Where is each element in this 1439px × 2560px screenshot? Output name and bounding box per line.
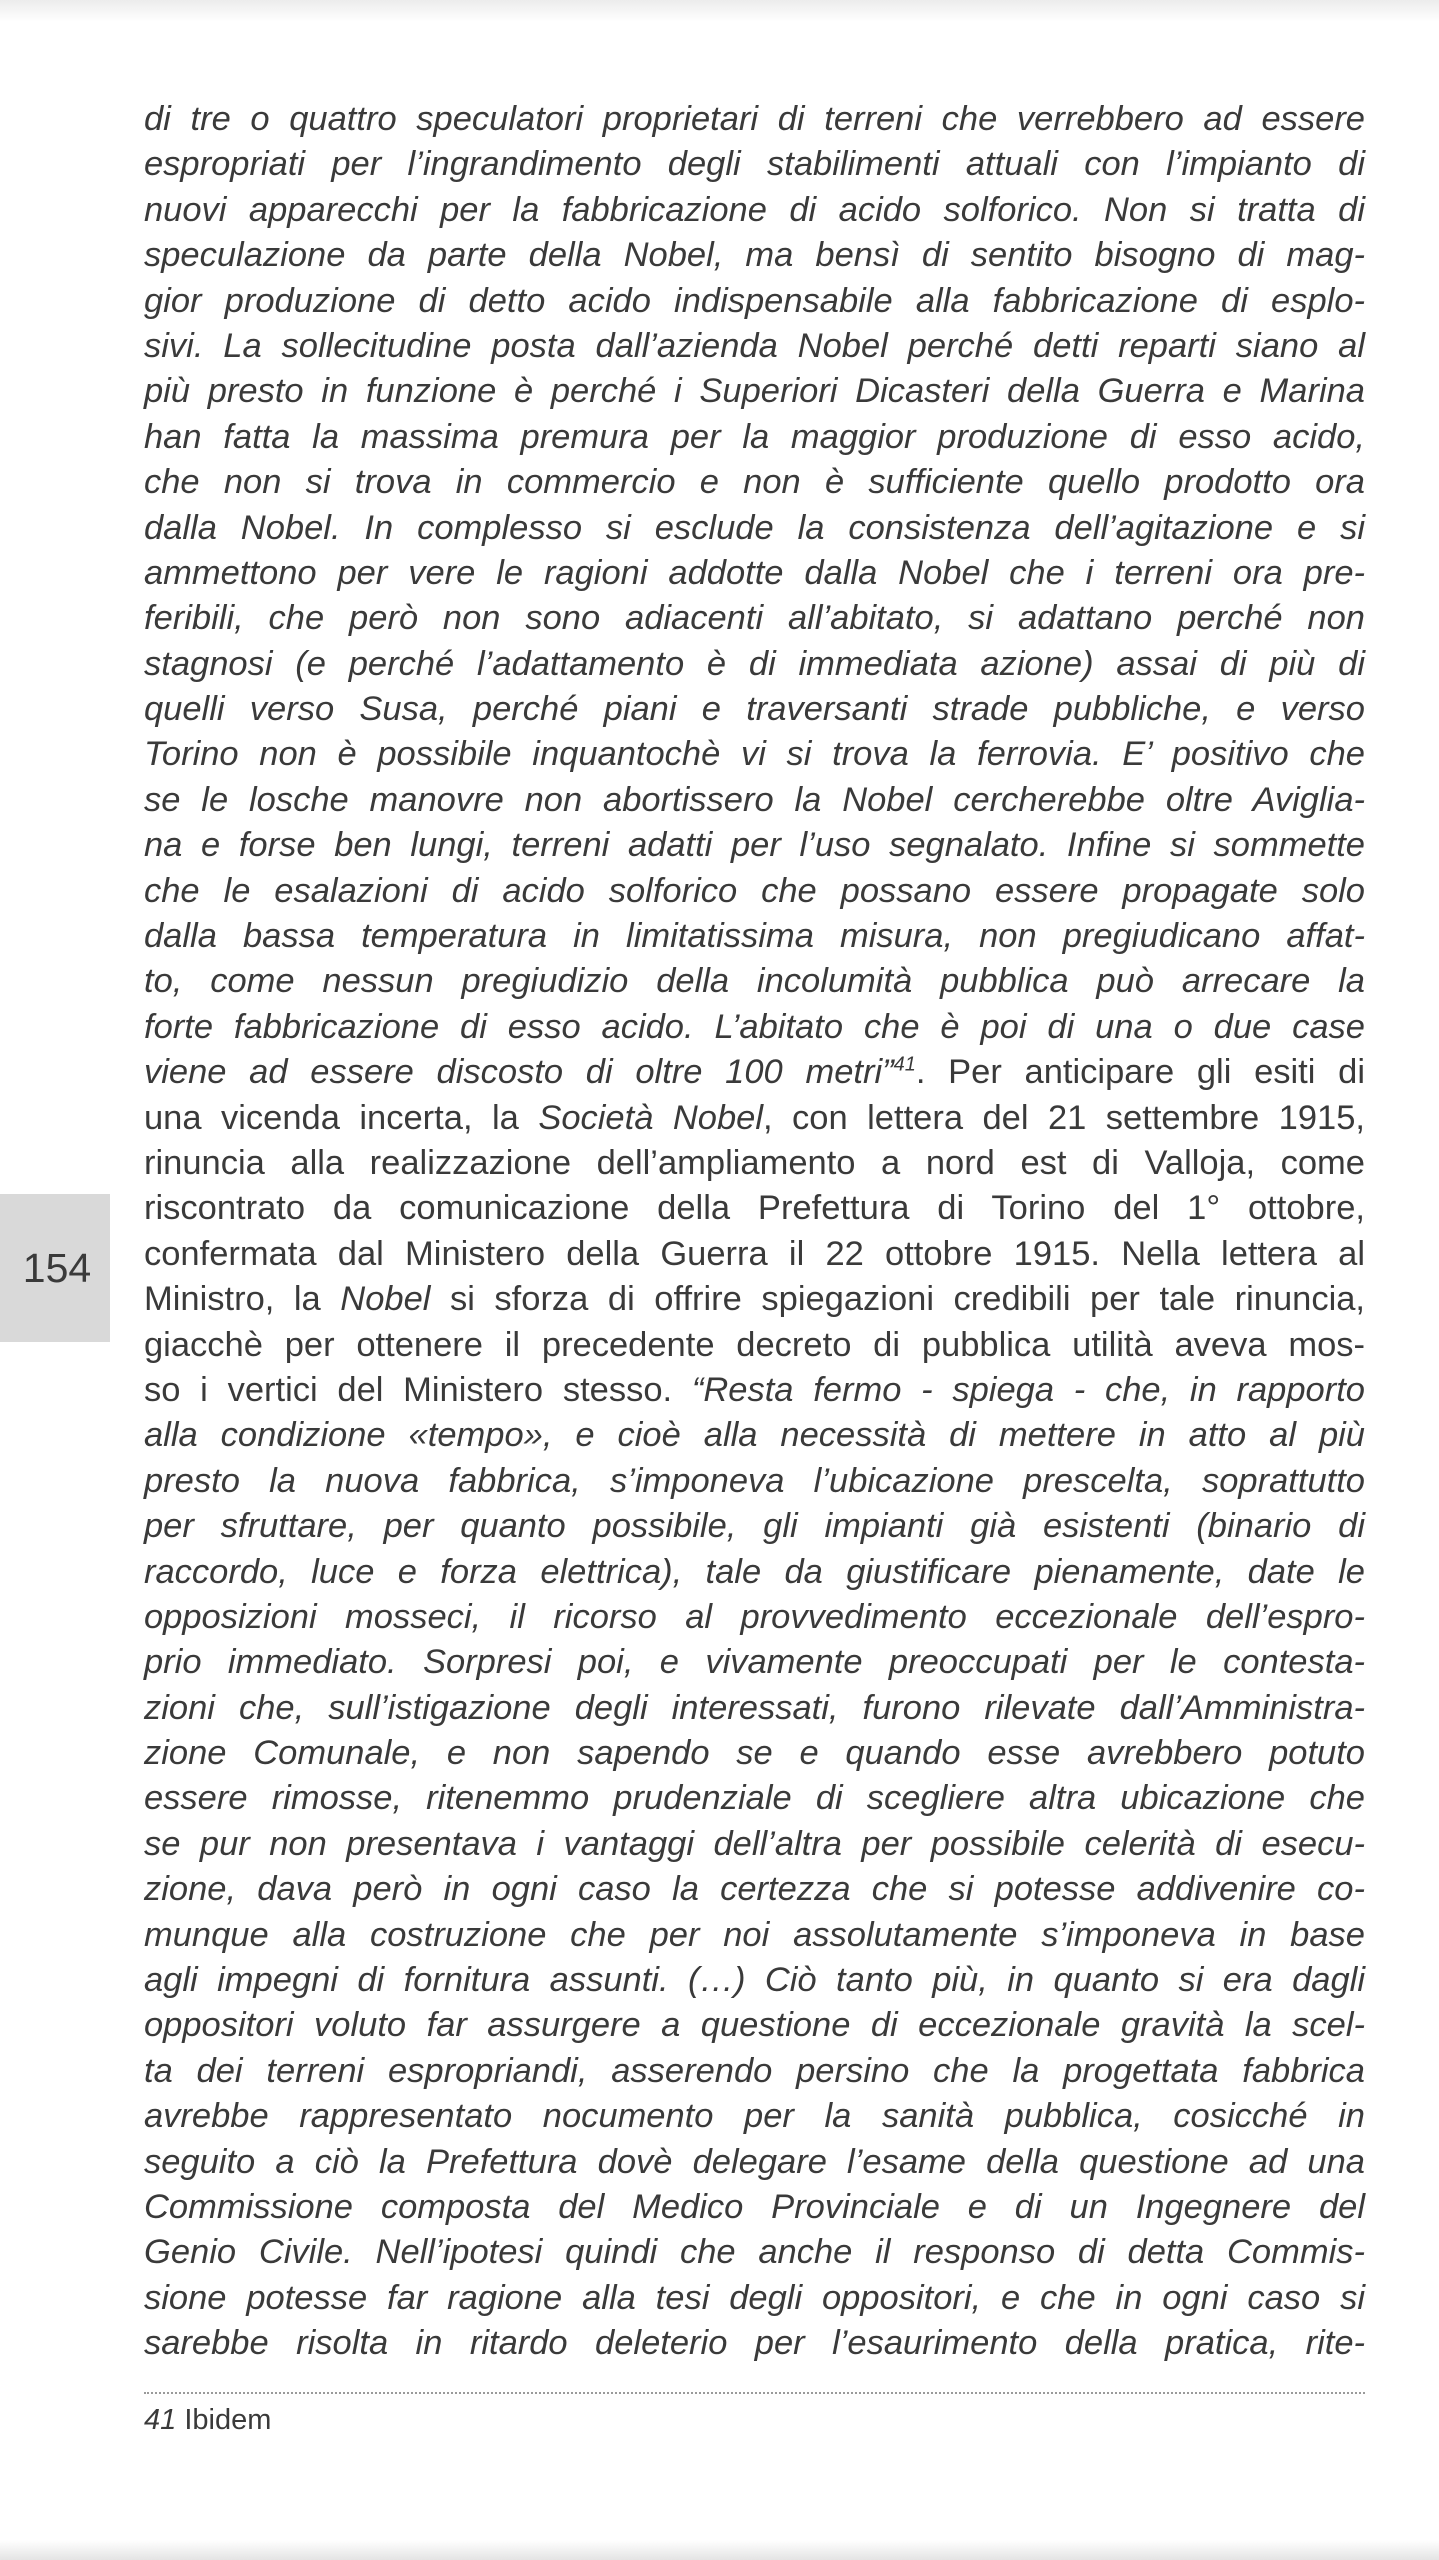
page-bottom-shadow xyxy=(0,2540,1439,2560)
text-line: sivi. La sollecitudine posta dall’azienda Nobel perché detti reparti siano al xyxy=(144,326,1365,365)
text-line: agli impegni di fornitura assunti. (…) Ciò tanto più, in quanto si era dagli xyxy=(144,1961,1365,2000)
text-line: presto la nuova fabbrica, s’imponeva l’ubicazione prescelta, soprattutto xyxy=(144,1461,1365,1500)
text-line: sarebbe risolta in ritardo deleterio per l’esaurimento della pratica, rite- xyxy=(144,2324,1365,2363)
text-line xyxy=(144,1096,1365,1141)
text-line: seguito a ciò la Prefettura dovè delegare l’esame della questione ad una xyxy=(144,2142,1365,2181)
text-line: dalla Nobel. In complesso si esclude la consistenza dell’agitazione e si xyxy=(144,508,1365,547)
page-top-shadow xyxy=(0,0,1439,22)
footnote-ref: 41 xyxy=(893,1053,916,1076)
text-span: . Per anticipare gli esiti di xyxy=(915,1053,1365,1092)
text-line: gior produzione di detto acido indispensabile alla fabbricazione di esplo- xyxy=(144,281,1365,320)
footnote-number: 41 xyxy=(144,2404,177,2436)
text-line: oppositori voluto far assurgere a questione di eccezionale gravità la scel- xyxy=(144,2006,1365,2045)
text-line: zione Comunale, e non sapendo se e quando esse avrebbero potuto xyxy=(144,1734,1365,1773)
text-line xyxy=(144,1050,1365,1095)
text-line: munque alla costruzione che per noi assolutamente s’imponeva in base xyxy=(144,1915,1365,1954)
body-text xyxy=(144,97,1365,2367)
text-line: han fatta la massima premura per la maggior produzione di esso acido, xyxy=(144,417,1365,456)
text-line: prio immediato. Sorpresi poi, e vivamente preoccupati per le contesta- xyxy=(144,1643,1365,1682)
text-line: rinuncia alla realizzazione dell’ampliamento a nord est di Valloja, come xyxy=(144,1143,1365,1182)
text-line: forte fabbricazione di esso acido. L’abitato che è poi di una o due case xyxy=(144,1007,1365,1046)
text-line: nuovi apparecchi per la fabbricazione di acido solforico. Non si tratta di xyxy=(144,190,1365,229)
footnote xyxy=(144,2400,271,2440)
text-line: se le losche manovre non abortissero la Nobel cercherebbe oltre Aviglia- xyxy=(144,780,1365,819)
text-line: per sfruttare, per quanto possibile, gli impianti già esistenti (binario di xyxy=(144,1507,1365,1546)
text-line: avrebbe rappresentato nocumento per la sanità pubblica, cosicché in xyxy=(144,2097,1365,2136)
text-line: zioni che, sull’istigazione degli interessati, furono rilevate dall’Amministra- xyxy=(144,1688,1365,1727)
text-line: Genio Civile. Nell’ipotesi quindi che anche il responso di detta Commis- xyxy=(144,2233,1365,2272)
text-line: quelli verso Susa, perché piani e traversanti strade pubbliche, e verso xyxy=(144,690,1365,729)
text-line: riscontrato da comunicazione della Prefettura di Torino del 1° ottobre, xyxy=(144,1189,1365,1228)
text-span: so i vertici del Ministero stesso. xyxy=(144,1370,692,1409)
text-span: , con lettera del 21 settembre 1915, xyxy=(763,1098,1365,1137)
text-line: sione potesse far ragione alla tesi degli oppositori, e che in ogni caso si xyxy=(144,2278,1365,2317)
page-number: 154 xyxy=(22,1244,92,1291)
text-line: giacchè per ottenere il precedente decreto di pubblica utilità aveva mos- xyxy=(144,1325,1365,1364)
text-span: Ministro, la xyxy=(144,1280,341,1319)
text-line xyxy=(144,1277,1365,1322)
text-line: essere rimosse, ritenemmo prudenziale di scegliere altra ubicazione che xyxy=(144,1779,1365,1818)
text-line: se pur non presentava i vantaggi dell’altra per possibile celerità di esecu- xyxy=(144,1824,1365,1863)
page-number-tab xyxy=(0,1194,110,1342)
text-line: alla condizione «tempo», e cioè alla necessità di mettere in atto al più xyxy=(144,1416,1365,1455)
text-line: confermata dal Ministero della Guerra il 22 ottobre 1915. Nella lettera al xyxy=(144,1234,1365,1273)
text-line: to, come nessun pregiudizio della incolumità pubblica può arrecare la xyxy=(144,962,1365,1001)
text-line: ammettono per vere le ragioni addotte dalla Nobel che i terreni ora pre- xyxy=(144,553,1365,592)
text-line: Torino non è possibile inquantochè vi si trova la ferrovia. E’ positivo che xyxy=(144,735,1365,774)
text-line: opposizioni mosseci, il ricorso al provvedimento eccezionale dell’espro- xyxy=(144,1597,1365,1636)
text-span: si sforza di offrire spiegazioni credibili per tale rinuncia, xyxy=(430,1280,1366,1319)
text-line: raccordo, luce e forza elettrica), tale da giustificare pienamente, date le xyxy=(144,1552,1365,1591)
text-span: una vicenda incerta, la xyxy=(144,1098,539,1137)
text-line: na e forse ben lungi, terreni adatti per l’uso segnalato. Infine si sommette xyxy=(144,826,1365,865)
text-line: che le esalazioni di acido solforico che possano essere propagate solo xyxy=(144,871,1365,910)
text-line: zione, dava però in ogni caso la certezza che si potesse addivenire co- xyxy=(144,1870,1365,1909)
text-line: speculazione da parte della Nobel, ma bensì di sentito bisogno di mag- xyxy=(144,236,1365,275)
text-line: che non si trova in commercio e non è sufficiente quello prodotto ora xyxy=(144,463,1365,502)
text-span: Nobel xyxy=(340,1280,431,1319)
text-line: dalla bassa temperatura in limitatissima misura, non pregiudicano affat- xyxy=(144,917,1365,956)
text-line: stagnosi (e perché l’adattamento è di immediata azione) assai di più di xyxy=(144,644,1365,683)
text-span: “Resta fermo - spiega - che, in rapporto xyxy=(691,1370,1365,1409)
text-span: viene ad essere discosto di oltre 100 metri” xyxy=(144,1053,894,1092)
text-line: più presto in funzione è perché i Superiori Dicasteri della Guerra e Marina xyxy=(144,372,1365,411)
footnote-divider xyxy=(144,2392,1365,2394)
text-span: Società Nobel xyxy=(538,1098,763,1137)
text-line: ta dei terreni espropriandi, asserendo persino che la progettata fabbrica xyxy=(144,2051,1365,2090)
text-line: espropriati per l’ingrandimento degli stabilimenti attuali con l’impianto di xyxy=(144,145,1365,184)
text-line: Commissione composta del Medico Provinciale e di un Ingegnere del xyxy=(144,2187,1365,2226)
text-line: feribili, che però non sono adiacenti all’abitato, si adattano perché non xyxy=(144,599,1365,638)
text-line: di tre o quattro speculatori proprietari di terreni che verrebbero ad essere xyxy=(144,100,1365,138)
text-line xyxy=(144,1368,1365,1413)
footnote-text: Ibidem xyxy=(176,2404,272,2436)
